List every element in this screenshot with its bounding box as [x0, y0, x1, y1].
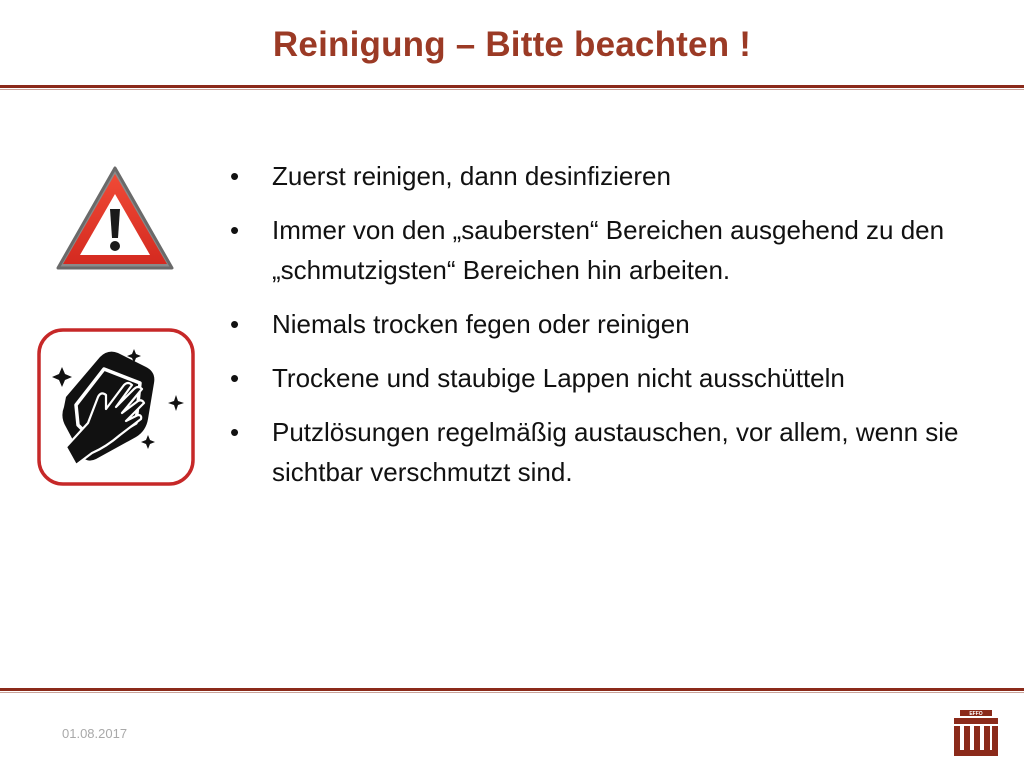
warning-triangle-icon	[54, 164, 176, 274]
bullet-list	[228, 156, 998, 506]
bullet-item: • Immer von den „saubersten“ Bereichen ausgehend zu den „schmutzigsten“ Bereichen hin arbeiten.	[228, 210, 998, 290]
hand-wiping-icon	[36, 327, 196, 487]
bullet-item: • Putzlösungen regelmäßig austauschen, vor allem, wenn sie sichtbar verschmutzt sind.	[228, 412, 998, 492]
slide-title: Reinigung – Bitte beachten !	[272, 25, 752, 64]
bullet-item: • Trockene und staubige Lappen nicht ausschütteln	[228, 358, 998, 398]
footer-date: 01.08.2017	[62, 726, 128, 741]
title-divider-shadow	[0, 89, 1024, 90]
bullet-item: • Niemals trocken fegen oder reinigen	[228, 304, 998, 344]
footer-divider	[0, 688, 1024, 691]
logo-text: EFFO	[969, 711, 983, 717]
bullet-item: • Zuerst reinigen, dann desinfizieren	[228, 156, 998, 196]
footer-divider-shadow	[0, 692, 1024, 693]
title-divider	[0, 85, 1024, 88]
effo-logo-icon	[950, 704, 1002, 758]
